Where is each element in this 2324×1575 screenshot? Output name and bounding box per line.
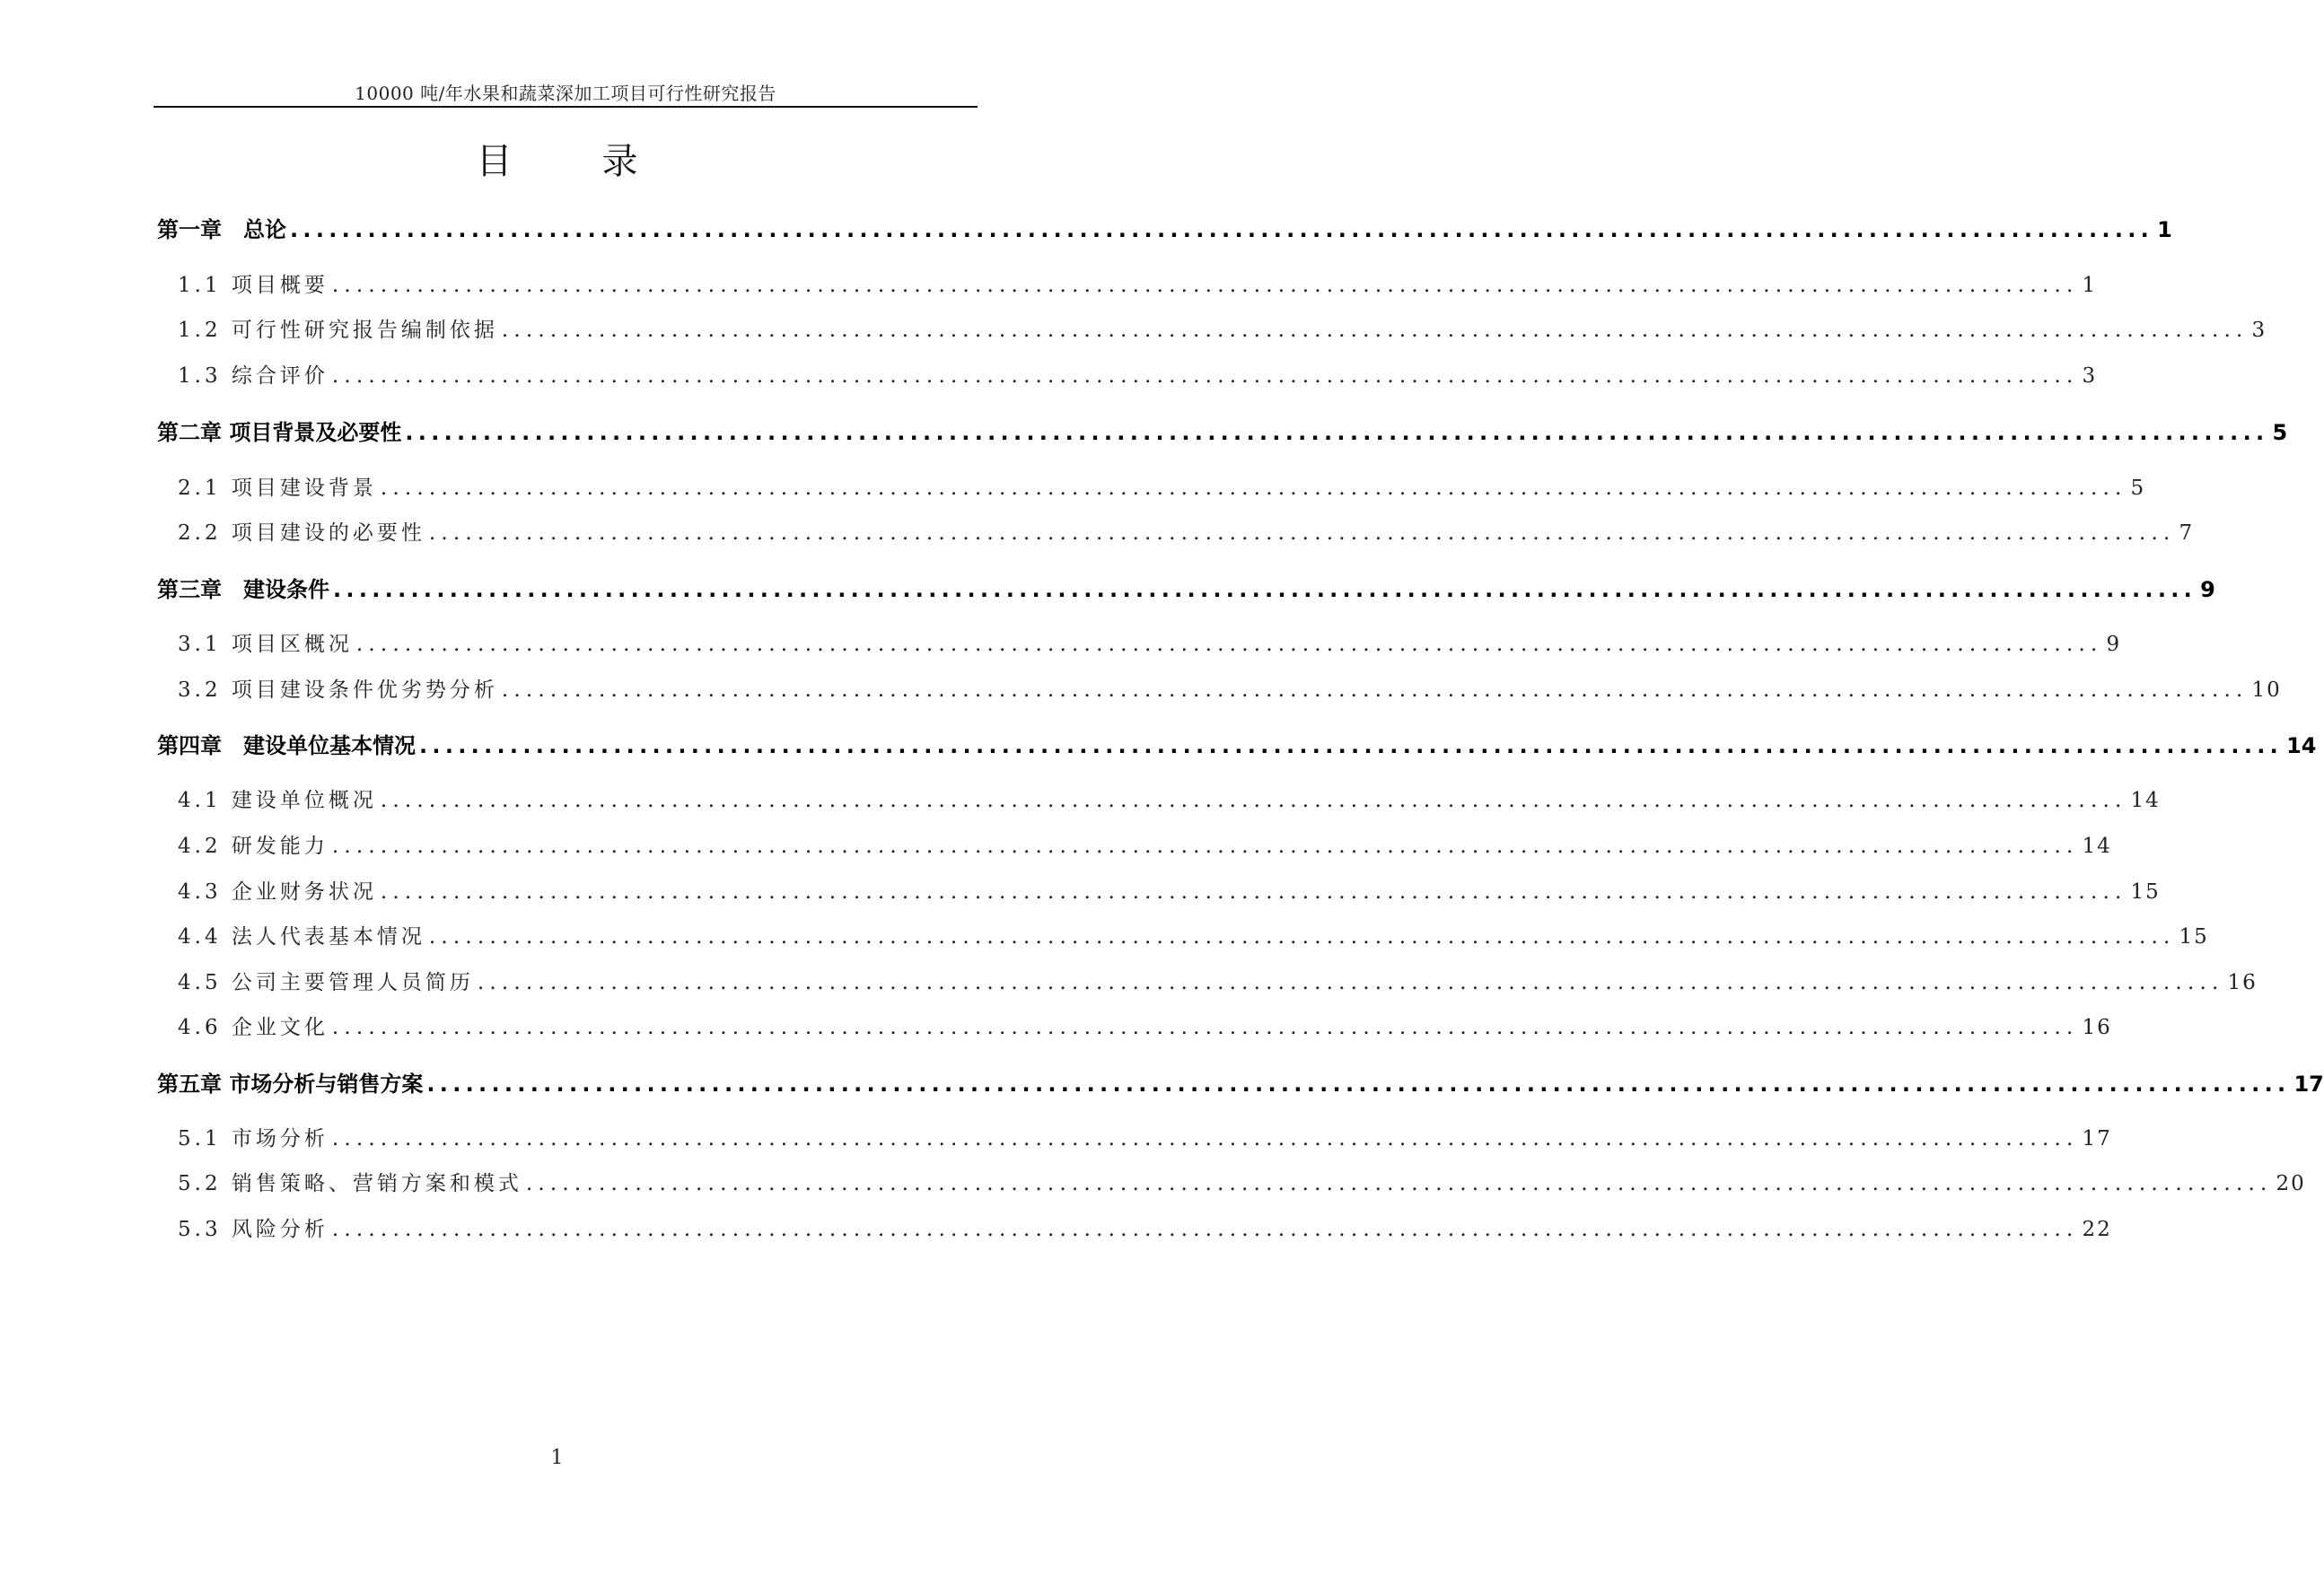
toc-entry-page: 17 <box>2082 1127 2112 1151</box>
dot-leader: ................................................................................................................................................ <box>355 633 2103 656</box>
dot-leader: ................................................................................................................................................ <box>331 1127 2079 1151</box>
toc-section-1-2[interactable] <box>178 313 2267 343</box>
toc-chapter-5[interactable] <box>157 1066 2324 1098</box>
dot-leader: ................................................................................................................................................ <box>331 364 2079 388</box>
toc-entry-label: 4.4 法人代表基本情况 <box>178 925 425 949</box>
toc-entry-page: 5 <box>2130 477 2146 500</box>
toc-entry-label: 2.1 项目建设背景 <box>178 477 377 500</box>
toc-entry-label: 5.1 市场分析 <box>178 1127 329 1151</box>
toc-entry-label: 1.3 综合评价 <box>178 364 329 388</box>
dot-leader: ................................................................................................................................................ <box>331 835 2079 858</box>
toc-section-4-2[interactable] <box>178 829 2112 859</box>
toc-section-4-4[interactable] <box>178 920 2209 949</box>
toc-entry-label: 第二章 项目背景及必要性 <box>157 420 402 445</box>
toc-chapter-2[interactable] <box>157 415 2288 446</box>
toc-section-1-3[interactable] <box>178 359 2098 389</box>
dot-leader: ................................................................................................................................................ <box>428 925 2176 949</box>
dot-leader: ................................................................................................................................................ <box>419 733 2284 758</box>
toc-section-5-2[interactable] <box>178 1167 2306 1196</box>
toc-entry-label: 5.3 风险分析 <box>178 1218 329 1241</box>
toc-entry-label: 4.3 企业财务状况 <box>178 880 377 904</box>
dot-leader: ................................................................................................................................................ <box>426 1072 2291 1097</box>
toc-entry-page: 16 <box>2082 1016 2112 1039</box>
toc-chapter-4[interactable] <box>157 728 2317 759</box>
toc-section-4-5[interactable] <box>178 966 2258 995</box>
dot-leader: ................................................................................................................................................ <box>380 477 2127 500</box>
toc-entry-label: 4.5 公司主要管理人员简历 <box>178 971 474 994</box>
toc-section-5-3[interactable] <box>178 1212 2112 1242</box>
dot-leader: ................................................................................................................................................ <box>331 1218 2079 1241</box>
toc-entry-page: 14 <box>2130 789 2161 812</box>
toc-entry-page: 22 <box>2082 1218 2112 1241</box>
toc-entry-label: 4.2 研发能力 <box>178 835 329 858</box>
dot-leader: ................................................................................................................................................ <box>380 880 2127 904</box>
toc-entry-label: 第三章 建设条件 <box>157 577 329 602</box>
toc-entry-label: 5.2 销售策略、营销方案和模式 <box>178 1172 522 1195</box>
dot-leader: ................................................................................................................................................ <box>405 420 2269 445</box>
toc-entry-page: 16 <box>2227 971 2258 994</box>
toc-entry-label: 1.2 可行性研究报告编制依据 <box>178 319 498 342</box>
dot-leader: ................................................................................................................................................ <box>331 1016 2079 1039</box>
toc-section-1-1[interactable] <box>178 268 2098 298</box>
toc-entry-page: 3 <box>2082 364 2098 388</box>
dot-leader: ................................................................................................................................................ <box>290 217 2154 242</box>
dot-leader: ................................................................................................................................................ <box>380 789 2127 812</box>
toc-entry-label: 第四章 建设单位基本情况 <box>157 733 416 758</box>
toc-entry-page: 14 <box>2286 733 2317 758</box>
page-number: 1 <box>550 1447 564 1469</box>
toc-entry-page: 15 <box>2130 880 2161 904</box>
dot-leader: ................................................................................................................................................ <box>331 274 2079 297</box>
toc-entry-page: 1 <box>2157 217 2172 242</box>
toc-entry-label: 4.6 企业文化 <box>178 1016 329 1039</box>
toc-section-4-3[interactable] <box>178 875 2161 905</box>
toc-entry-page: 9 <box>2200 577 2215 602</box>
dot-leader: ................................................................................................................................................ <box>501 319 2249 342</box>
toc-section-2-1[interactable] <box>178 471 2146 501</box>
toc-entry-page: 17 <box>2293 1072 2324 1097</box>
dot-leader: ................................................................................................................................................ <box>501 678 2249 702</box>
toc-section-4-1[interactable] <box>178 783 2161 813</box>
toc-entry-label: 第五章 市场分析与销售方案 <box>157 1072 424 1097</box>
toc-section-5-1[interactable] <box>178 1122 2112 1151</box>
toc-entry-label: 1.1 项目概要 <box>178 274 329 297</box>
dot-leader: ................................................................................................................................................ <box>525 1172 2273 1195</box>
toc-entry-page: 14 <box>2082 835 2112 858</box>
toc-entry-label: 第一章 总论 <box>157 217 286 242</box>
dot-leader: ................................................................................................................................................ <box>333 577 2197 602</box>
dot-leader: ................................................................................................................................................ <box>428 521 2176 545</box>
toc-entry-page: 10 <box>2251 678 2282 702</box>
toc-entry-label: 4.1 建设单位概况 <box>178 789 377 812</box>
toc-entry-page: 5 <box>2272 420 2288 445</box>
dot-leader: ................................................................................................................................................ <box>477 971 2224 994</box>
running-header: 10000 吨/年水果和蔬菜深加工项目可行性研究报告 <box>355 83 776 104</box>
toc-entry-page: 15 <box>2179 925 2209 949</box>
toc-entry-label: 3.2 项目建设条件优劣势分析 <box>178 678 498 702</box>
toc-entry-page: 9 <box>2106 633 2122 656</box>
toc-section-3-1[interactable] <box>178 627 2122 657</box>
toc-section-4-6[interactable] <box>178 1011 2112 1040</box>
toc-section-2-2[interactable] <box>178 516 2195 546</box>
toc-entry-page: 1 <box>2082 274 2098 297</box>
toc-entry-page: 7 <box>2179 521 2195 545</box>
toc-section-3-2[interactable] <box>178 673 2282 703</box>
toc-title: 目 录 <box>476 141 665 182</box>
toc-entry-page: 20 <box>2276 1172 2306 1195</box>
toc-entry-label: 3.1 项目区概况 <box>178 633 353 656</box>
toc-chapter-3[interactable] <box>157 572 2215 603</box>
toc-chapter-1[interactable] <box>157 212 2172 243</box>
toc-entry-page: 3 <box>2251 319 2267 342</box>
toc-entry-label: 2.2 项目建设的必要性 <box>178 521 425 545</box>
